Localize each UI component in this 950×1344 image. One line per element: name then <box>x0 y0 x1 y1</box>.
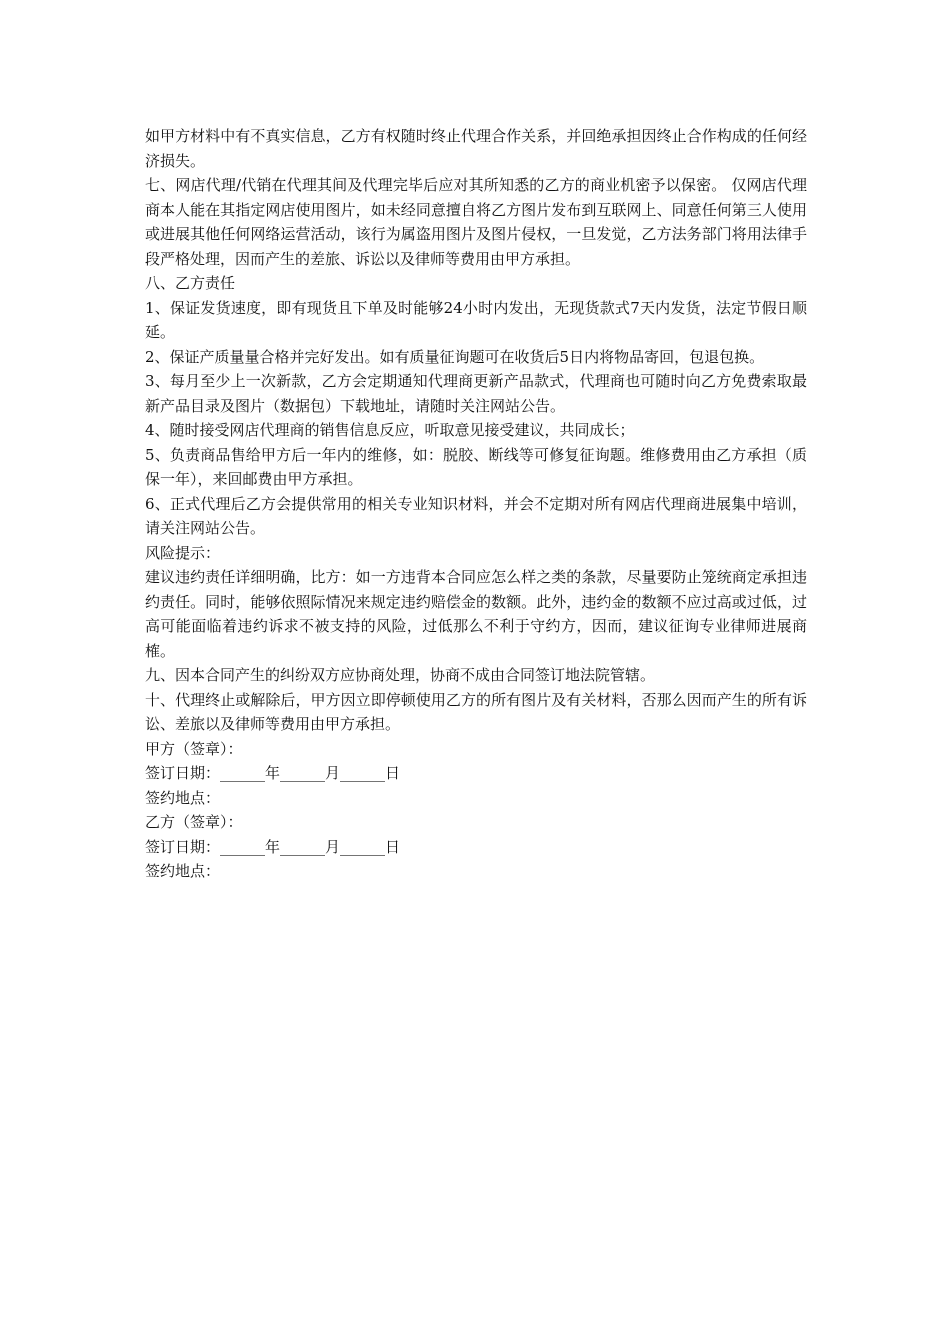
clause-8-item-3: 3、每月至少上一次新款，乙方会定期通知代理商更新产品款式，代理商也可随时向乙方免费索取最新产品目录及图片（数据包）下载地址，请随时关注网站公告。 <box>145 372 807 415</box>
clause-9-disputes: 九、因本合同产生的纠纷双方应协商处理，协商不成由合同签订地法院管辖。 <box>145 666 656 684</box>
clause-8-heading: 八、乙方责任 <box>145 274 236 292</box>
clause-8-item-2: 2、保证产质量量合格并完好发出。如有质量征询题可在收货后5日内将物品寄回，包退包换。 <box>145 347 765 366</box>
document-page <box>145 124 807 884</box>
clause-8-item-6: 6、正式代理后乙方会提供常用的相关专业知识材料，并会不定期对所有网店代理商进展集中培训，请关注网站公告。 <box>145 494 807 537</box>
party-a-sign-date: 签订日期：______年______月______日 <box>145 764 401 782</box>
clause-7-confidentiality: 七、网店代理/代销在代理其间及代理完毕后应对其所知悉的乙方的商业机密予以保密。 仅网店代理商本人能在其指定网店使用图片，如未经同意擅自将乙方图片发布到互联网上、同意任何第三人使用或进展其他任何网络运营活动，该行为属盗用图片及图片侵权，一旦发觉，乙方法务部门将用法律手段严格处理，因而产生的差旅、诉讼以及律师等费用由甲方承担。 <box>145 176 807 268</box>
party-a-signature: 甲方（签章）： <box>145 739 243 758</box>
risk-tip-heading: 风险提示： <box>145 543 221 562</box>
clause-8-item-5: 5、负责商品售给甲方后一年内的维修，如：脱胶、断线等可修复征询题。维修费用由乙方承担（质保一年），来回邮费由甲方承担。 <box>145 445 807 488</box>
clause-8-item-4: 4、随时接受网店代理商的销售信息反应，听取意见接受建议，共同成长； <box>145 421 635 439</box>
clause-8-item-1: 1、保证发货速度，即有现货且下单及时能够24小时内发出，无现货款式7天内发货，法定节假日顺延。 <box>145 298 807 341</box>
party-b-sign-place: 签约地点： <box>145 862 221 880</box>
party-b-sign-date: 签订日期：______年______月______日 <box>145 837 401 856</box>
paragraph-info-disclaimer: 如甲方材料中有不真实信息，乙方有权随时终止代理合作关系，并回绝承担因终止合作构成的任何经济损失。 <box>145 127 807 170</box>
party-a-sign-place: 签约地点： <box>145 788 221 807</box>
signature-block <box>145 737 807 884</box>
clause-10-termination: 十、代理终止或解除后，甲方因立即停顿使用乙方的所有图片及有关材料，否那么因而产生的所有诉讼、差旅以及律师等费用由甲方承担。 <box>145 690 807 733</box>
risk-tip-body: 建议违约责任详细明确，比方：如一方违背本合同应怎么样之类的条款，尽量要防止笼统商定承担违约责任。同时，能够依照际情况来规定违约赔偿金的数额。此外，违约金的数额不应过高或过低，过高可能面临着违约诉求不被支持的风险，过低那么不利于守约方，因而，建议征询专业律师进展商榷。 <box>145 568 807 660</box>
party-b-signature: 乙方（签章）： <box>145 813 243 831</box>
